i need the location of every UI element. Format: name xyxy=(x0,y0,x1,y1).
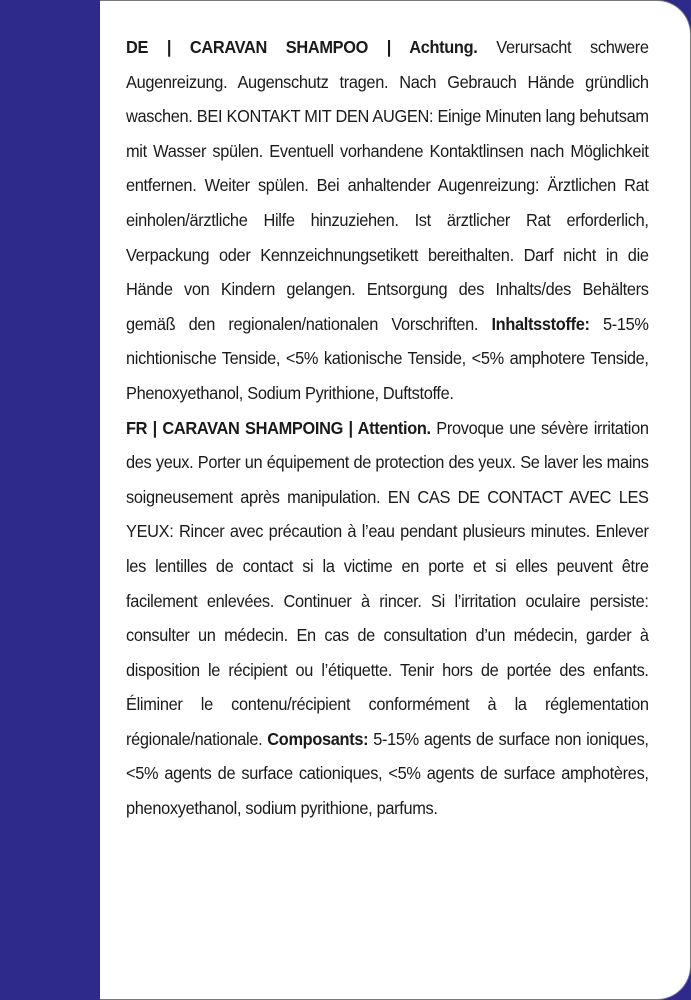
fr-section xyxy=(126,411,649,826)
fr-ingredients-label: Composants: xyxy=(267,728,369,749)
blue-side-stripe xyxy=(0,0,110,1000)
de-heading: DE | CARAVAN SHAMPOO | Achtung. xyxy=(126,37,478,57)
de-ingredients-label: Inhaltsstoffe: xyxy=(491,313,590,334)
label-text xyxy=(126,30,649,826)
fr-heading: FR | CARAVAN SHAMPOING | Attention. xyxy=(126,417,431,438)
de-section xyxy=(126,30,649,411)
fr-ingredients-text: 5-15% agents de surface non ioniques, <5% agents de surface cationiques, <5% agents de surface amphotères, phenoxyethanol, sodium pyrithione, parfums. xyxy=(126,728,649,819)
de-ingredients-text: 5-15% nichtionische Tenside, <5% kationische Tenside, <5% amphotere Tenside, Phenoxyethanol, Sodium Pyrithione, Duftstoffe. xyxy=(126,313,649,403)
de-warning-text: Verursacht schwere Augenreizung. Augenschutz tragen. Nach Gebrauch Hände gründlich waschen. BEI KONTAKT MIT DEN AUGEN: Einige Minuten lang behutsam mit Wasser spülen. Eventuell vorhandene Kontaktlinsen nach Möglichkeit entfernen. Weiter spülen. Bei anhaltender Augenreizung: Ärztlichen Rat einholen/ärztliche Hilfe hinzuziehen. Ist ärztlicher Rat erforderlich, Verpackung oder Kennzeichnungsetikett bereithalten. Darf nicht in die Hände von Kindern gelangen. Entsorgung des Inhalts/des Behälters gemäß den regionalen/nationalen Vorschriften. xyxy=(126,37,649,334)
fr-warning-text: Provoque une sévère irritation des yeux. Porter un équipement de protection des yeux. Se laver les mains soigneusement après manipulation. EN CAS DE CONTACT AVEC LES YEUX: Rincer avec précaution à l’eau pendant plusieurs minutes. Enlever les lentilles de contact si la victime en porte et si elles peuvent être facilement enlevées. Continuer à rincer. Si l’irritation oculaire persiste: consulter un médecin. En cas de consultation d’un médecin, garder à disposition le récipient ou l’étiquette. Tenir hors de portée des enfants. Éliminer le contenu/récipient conformément à la réglementation régionale/nationale. xyxy=(126,417,649,749)
